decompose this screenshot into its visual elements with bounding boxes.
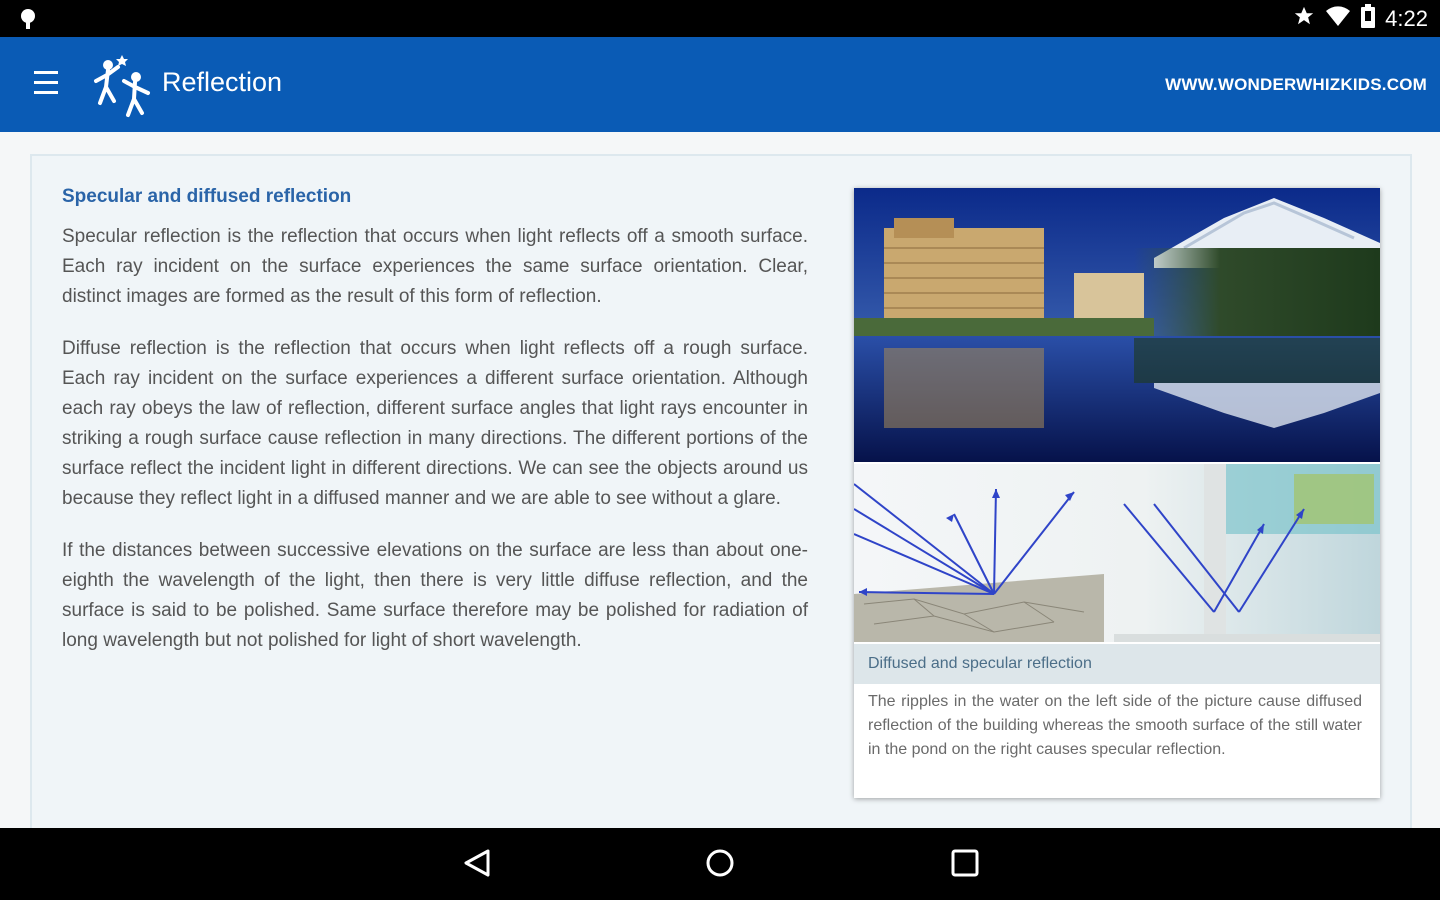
figure-caption-text: The ripples in the water on the left side of the picture cause diffused reflection of the building whereas the smooth surface of the still water in the pond on the right causes specular reflection. xyxy=(868,693,1362,758)
website-link[interactable]: WWW.WONDERWHIZKIDS.COM xyxy=(1165,75,1427,94)
status-icons xyxy=(1293,0,1428,37)
back-triangle-icon[interactable] xyxy=(462,848,492,883)
wifi-icon xyxy=(1325,5,1351,32)
star-icon xyxy=(1293,5,1315,32)
location-pin-icon xyxy=(18,8,38,35)
navigation-bar xyxy=(0,828,1440,900)
status-bar xyxy=(0,0,1440,37)
hamburger-menu-icon[interactable] xyxy=(34,71,64,97)
home-circle-icon[interactable] xyxy=(705,848,735,883)
figure-caption-title: Diffused and specular reflection xyxy=(854,644,1380,684)
ray-diagram-photo xyxy=(854,464,1380,642)
reflection-figure[interactable] xyxy=(854,188,1380,798)
paragraph-diffuse: Diffuse reflection is the reflection that occurs when light reflects off a rough surface. Each ray incident on the surface experiences a different surface orientation. Although each ray obeys the law of reflection, different surface angles that light rays encounter in striking a rough surface cause reflection in many directions. The different portions of the surface reflect the incident light in different directions. We can see the objects around us because they reflect light in a diffused manner and we are able to see without a glare. xyxy=(62,338,808,509)
kids-logo-icon xyxy=(88,51,156,124)
paragraph-specular: Specular reflection is the reflection that occurs when light reflects off a smooth surface. Each ray incident on the surface experiences the same surface orientation. Clear, distinct images are formed as the result of this form of reflection. xyxy=(62,226,808,307)
section-heading: Specular and diffused reflection xyxy=(62,186,352,207)
article-card xyxy=(30,154,1412,828)
lake-reflection-photo xyxy=(854,188,1380,462)
status-time: 4:22 xyxy=(1385,5,1428,31)
battery-icon xyxy=(1361,4,1375,33)
content-area xyxy=(0,132,1440,828)
paragraph-polished: If the distances between successive elevations on the surface are less than about one-eighth the wavelength of the light, then there is very little diffuse reflection, and the surface is said to be polished. Same surface therefore may be polished for radiation of long wavelength but not polished for light of short wavelength. xyxy=(62,540,808,651)
article-text xyxy=(62,186,808,678)
app-bar xyxy=(0,37,1440,132)
page-title: Reflection xyxy=(162,67,283,97)
recents-square-icon[interactable] xyxy=(950,848,980,883)
